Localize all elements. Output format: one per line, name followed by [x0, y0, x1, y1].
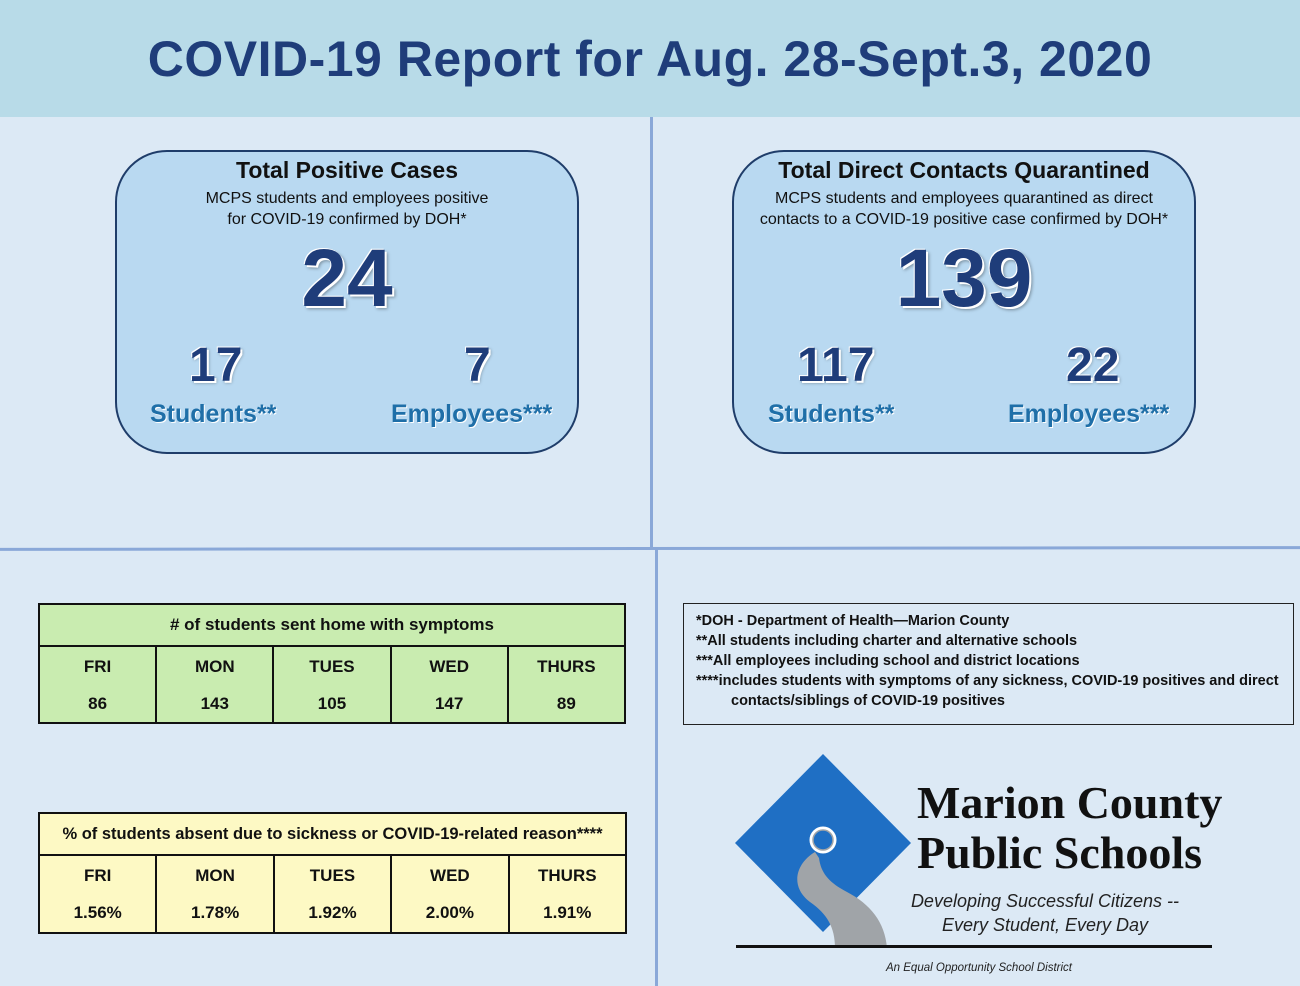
absence-day-mon: MON	[195, 866, 235, 885]
positive-cases-subtitle	[117, 188, 577, 230]
footnote-employees: ***All employees including school and district locations	[696, 653, 1080, 669]
positive-cases-title: Total Positive Cases	[236, 157, 458, 183]
contacts-employees-count: 22	[1066, 339, 1120, 392]
footnote-symptoms: ****includes students with symptoms of any sickness, COVID-19 positives and direct	[696, 673, 1279, 689]
symptoms-cell-mon	[156, 646, 273, 723]
mcps-logo-icon	[735, 752, 915, 952]
absence-value-fri: 1.56%	[73, 903, 122, 922]
symptoms-table-title: # of students sent home with symptoms	[39, 604, 625, 646]
footnote-doh: *DOH - Department of Health—Marion County	[696, 613, 1010, 629]
contacts-employees-label: Employees***	[1008, 400, 1170, 428]
absence-cell-wed	[391, 855, 508, 933]
symptoms-value-mon: 143	[200, 694, 229, 713]
logo-name-line2: Public Schools	[917, 827, 1203, 878]
logo-name	[917, 778, 1222, 878]
positive-cases-subtitle-line1: MCPS students and employees positive	[205, 190, 489, 207]
vertical-divider	[650, 117, 653, 547]
logo-tagline	[905, 889, 1185, 937]
absence-day-wed: WED	[430, 866, 470, 885]
direct-contacts-card	[732, 150, 1196, 454]
symptoms-day-mon: MON	[194, 657, 235, 676]
vertical-divider-lower	[655, 547, 658, 986]
symptoms-day-wed: WED	[429, 657, 469, 676]
symptoms-day-fri: FRI	[83, 657, 112, 676]
positive-employees-count: 7	[464, 339, 491, 392]
direct-contacts-subtitle-line2: contacts to a COVID-19 positive case confirmed by DOH*	[759, 211, 1169, 228]
absence-value-wed: 2.00%	[425, 903, 474, 922]
symptoms-cell-tues	[273, 646, 390, 723]
logo-name-line1: Marion County	[917, 777, 1223, 828]
absence-value-tues: 1.92%	[308, 903, 357, 922]
absence-day-tues: TUES	[309, 866, 356, 885]
equal-opportunity-text: An Equal Opportunity School District	[886, 962, 1073, 974]
absence-day-fri: FRI	[84, 866, 112, 885]
logo-tagline-line2: Every Student, Every Day	[941, 915, 1149, 935]
symptoms-value-wed: 147	[434, 694, 464, 713]
positive-students-label: Students**	[150, 400, 277, 428]
symptoms-day-thurs: THURS	[537, 657, 596, 676]
symptoms-cell-fri	[39, 646, 156, 723]
direct-contacts-subtitle	[734, 188, 1194, 230]
report-header	[0, 0, 1300, 117]
direct-contacts-title: Total Direct Contacts Quarantined	[778, 157, 1150, 183]
absence-cell-thurs	[509, 855, 626, 933]
logo-underline	[736, 945, 1212, 948]
symptoms-value-fri: 86	[88, 694, 108, 713]
contacts-students-count: 117	[797, 339, 875, 392]
footnotes-box	[683, 603, 1294, 725]
horizontal-divider	[0, 546, 1300, 551]
symptoms-cell-wed	[391, 646, 508, 723]
absence-day-thurs: THURS	[538, 866, 597, 885]
absence-value-thurs: 1.91%	[543, 903, 592, 922]
absence-table-title: % of students absent due to sickness or COVID-19-related reason****	[39, 813, 626, 855]
symptoms-value-thurs: 89	[556, 694, 576, 713]
report-title: COVID-19 Report for Aug. 28-Sept.3, 2020	[147, 30, 1153, 87]
positive-employees-label: Employees***	[391, 400, 553, 428]
absence-cell-tues	[274, 855, 391, 933]
footnote-students: **All students including charter and alternative schools	[696, 633, 1078, 649]
symptoms-table	[38, 603, 626, 724]
logo-tagline-line1: Developing Successful Citizens --	[910, 891, 1180, 911]
absence-cell-fri	[39, 855, 156, 933]
symptoms-value-tues: 105	[317, 694, 347, 713]
positive-students-count: 17	[189, 339, 243, 392]
symptoms-day-tues: TUES	[309, 657, 355, 676]
positive-cases-total: 24	[301, 233, 393, 324]
footnote-symptoms-cont: contacts/siblings of COVID-19 positives	[731, 693, 1005, 709]
absence-table	[38, 812, 627, 934]
direct-contacts-subtitle-line1: MCPS students and employees quarantined as direct	[775, 190, 1153, 207]
symptoms-cell-thurs	[508, 646, 625, 723]
absence-value-mon: 1.78%	[190, 903, 240, 922]
positive-cases-card	[115, 150, 579, 454]
contacts-students-label: Students**	[768, 400, 895, 428]
absence-cell-mon	[156, 855, 273, 933]
direct-contacts-total: 139	[895, 233, 1033, 324]
positive-cases-subtitle-line2: for COVID-19 confirmed by DOH*	[227, 211, 467, 228]
